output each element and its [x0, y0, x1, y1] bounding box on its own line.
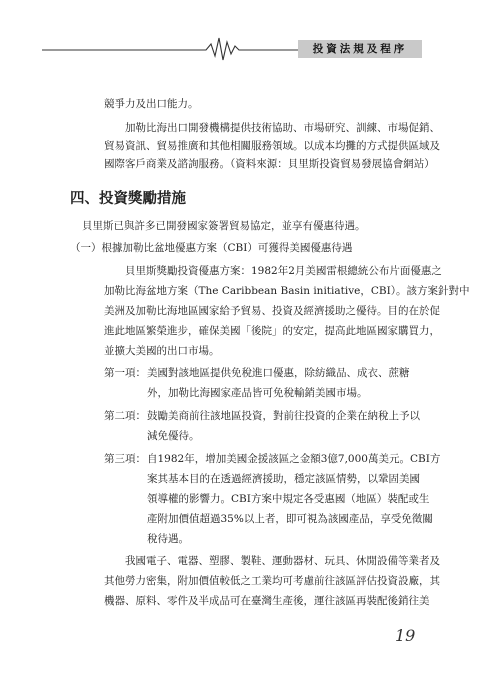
cbi-line: 加勒比海盆地方案（The Caribbean Basin initiative，CBI）。該方案針對中	[104, 285, 470, 297]
section-title-tag: 投資法規及程序	[298, 40, 422, 58]
item-line: 自1982年，增加美國金援該區之金額3億7,000萬美元。CBI方	[147, 453, 441, 465]
closing-line: 我國電子、電器、塑膠、製鞋、運動器材、玩具、休閒設備等業者及	[125, 555, 440, 567]
closing-line: 機器、原料、零件及半成品可在臺灣生產後，運往該區再裝配後銷往美	[104, 595, 430, 607]
intro-line: 貝里斯已與許多已開發國家簽署貿易協定，並享有優惠待遇。	[82, 220, 366, 232]
page-number: 19	[395, 626, 416, 645]
body-line: 加勒比海出口開發機構提供技術協助、市場研究、訓練、市場促銷、	[125, 122, 440, 134]
cbi-line: 進此地區繁榮進步，確保美國「後院」的安定，提高此地區國家購買力，	[104, 325, 440, 337]
closing-line: 其他勞力密集，附加價值較低之工業均可考慮前往該區評估投資設廠，其	[104, 575, 440, 587]
item-line: 案其基本目的在透過經濟援助，穩定該區情勢，以鞏固美國	[147, 473, 420, 485]
body-line: 國際客戶商業及諮詢服務。（資料來源：貝里斯投資貿易發展協會網站）	[104, 158, 435, 170]
cbi-line: 美洲及加勒比海地區國家給予貿易、投資及經濟援助之優待。目的在於促	[104, 305, 440, 317]
item-line: 領導權的影響力。CBI方案中規定各受惠國（地區）裝配或生	[147, 493, 430, 505]
item-label: 第三項：	[104, 453, 146, 465]
item-label: 第一項：	[104, 367, 146, 379]
item-line: 稅待遇。	[147, 533, 189, 545]
body-line: 貿易資訊、貿易推廣和其他相關服務領域。以成本均攤的方式提供區域及	[104, 140, 440, 152]
item-line: 外，加勒比海國家產品皆可免稅輸銷美國市場。	[147, 387, 368, 399]
item-label: 第二項：	[104, 410, 146, 422]
page-header	[0, 0, 480, 70]
item-line: 產附加價值超過35%以上者，即可視為該國產品，享受免徵關	[147, 513, 433, 525]
item-line: 美國對該地區提供免稅進口優惠，除紡織品、成衣、蔗糖	[147, 367, 410, 379]
header-wave-line	[0, 0, 480, 70]
subsection-heading: （一）根據加勒比盆地優惠方案（CBI）可獲得美國優惠待遇	[70, 242, 353, 254]
cbi-line: 並擴大美國的出口市場。	[104, 345, 220, 357]
item-line: 鼓勵美商前往該地區投資，對前往投資的企業在納稅上予以	[147, 410, 420, 422]
item-line: 減免優待。	[147, 430, 200, 442]
cbi-line: 貝里斯獎勵投資優惠方案：1982年2月美國雷根總統公布片面優惠之	[125, 265, 442, 277]
section-heading: 四、投資獎勵措施	[70, 190, 186, 207]
body-line: 競爭力及出口能力。	[104, 98, 199, 110]
